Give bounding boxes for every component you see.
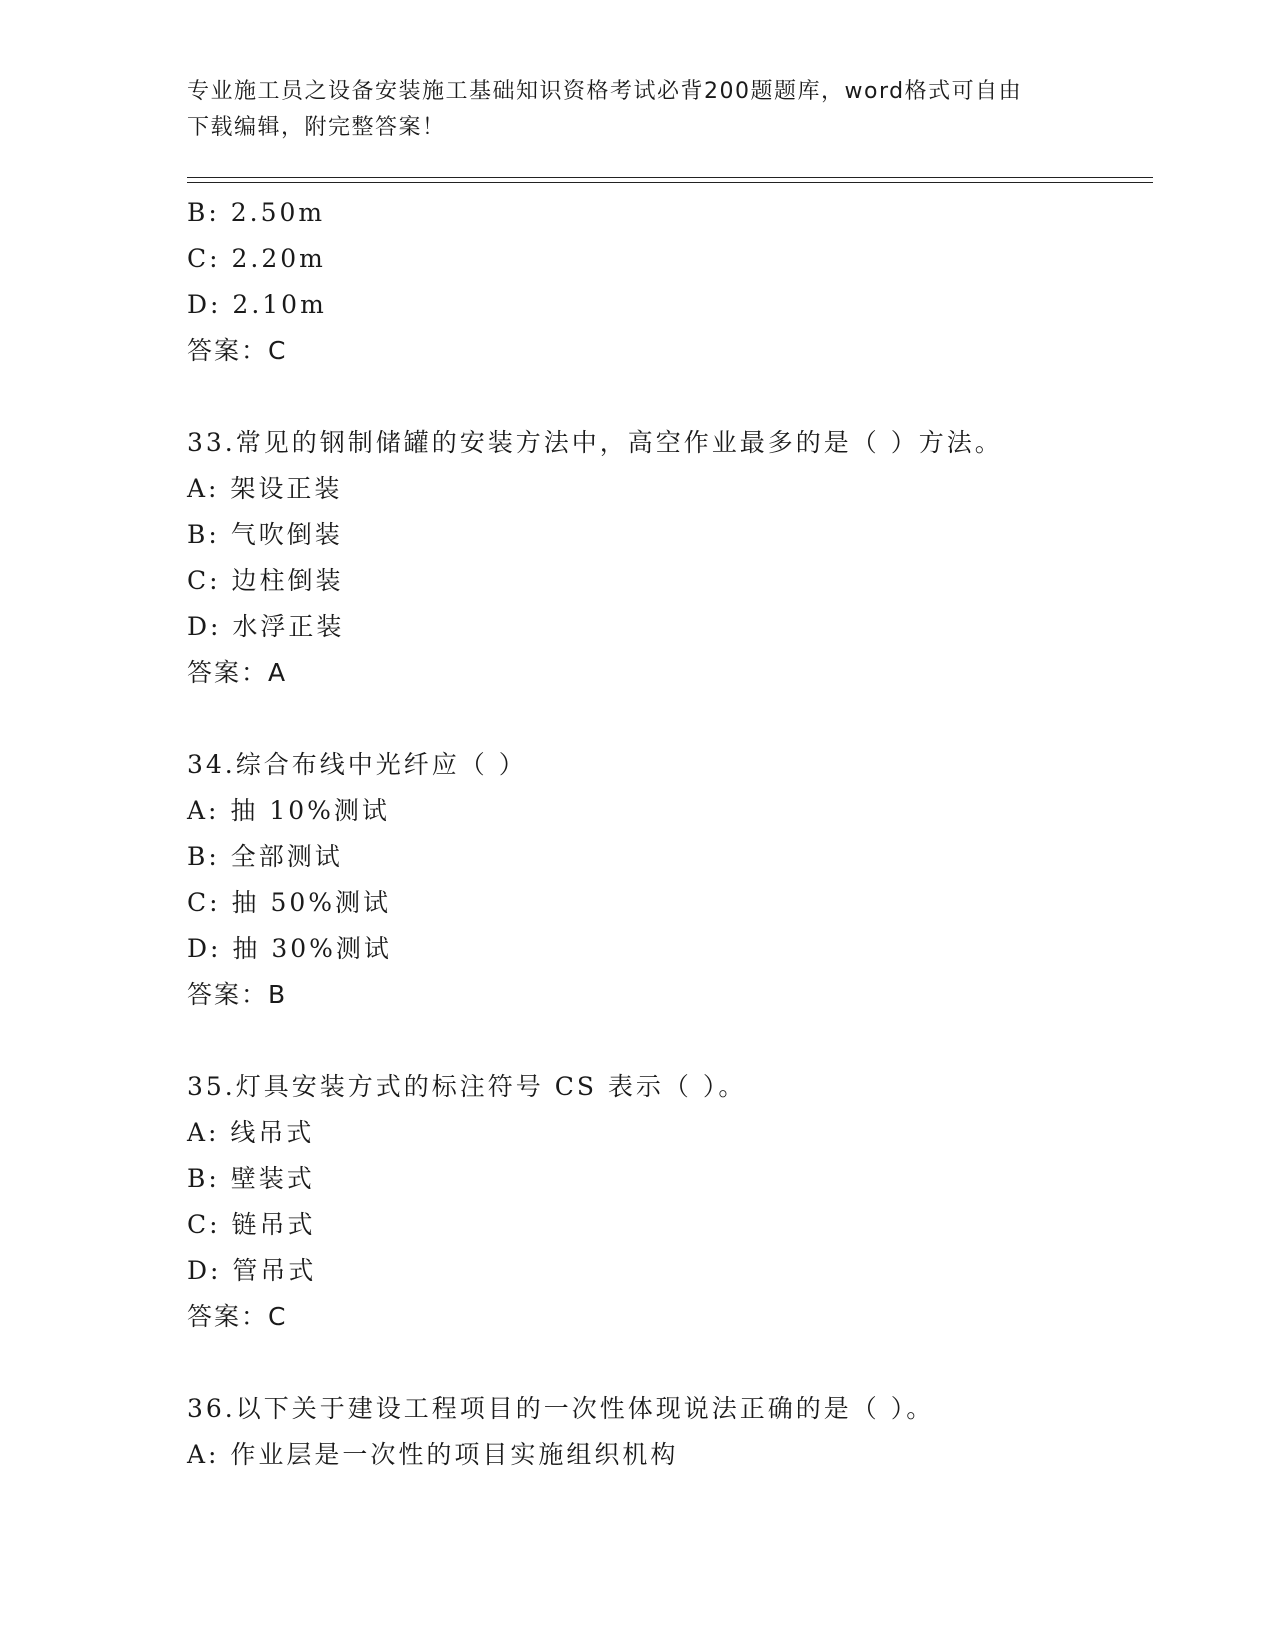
option-b: B: 气吹倒装 [187,520,343,549]
answer-line: 答案：A [187,658,288,687]
header-rule-bottom [187,182,1153,183]
option-a: A: 架设正装 [187,474,343,503]
option-d: D: 2.10m [187,290,327,319]
spacer [187,696,1153,742]
option-c: C: 边柱倒装 [187,566,344,595]
option-a: A: 抽 10%测试 [187,796,390,825]
question-block-35 [187,1064,1153,1340]
document-header [187,74,1067,146]
option-d: D: 抽 30%测试 [187,934,392,963]
option-a: A: 线吊式 [187,1118,315,1147]
question-stem: 33.常见的钢制储罐的安装方法中，高空作业最多的是（ ）方法。 [187,428,1003,457]
question-block-32 [187,190,1153,374]
option-d: D: 水浮正装 [187,612,345,641]
answer-line: 答案：C [187,1302,288,1331]
option-c: C: 链吊式 [187,1210,316,1239]
answer-line: 答案：C [187,336,288,365]
spacer [187,1018,1153,1064]
question-block-33 [187,420,1153,696]
option-d: D: 管吊式 [187,1256,317,1285]
question-stem: 36.以下关于建设工程项目的一次性体现说法正确的是（ ）。 [187,1394,935,1423]
spacer [187,1340,1153,1386]
option-b: B: 全部测试 [187,842,343,871]
question-stem: 34.综合布线中光纤应（ ） [187,750,527,779]
header-rule-top [187,177,1153,178]
option-c: C: 抽 50%测试 [187,888,392,917]
option-c: C: 2.20m [187,244,326,273]
question-list [187,190,1153,1478]
spacer [187,374,1153,420]
header-line-1: 专业施工员之设备安装施工基础知识资格考试必背200题题库，word格式可自由 [187,79,1023,104]
option-b: B: 壁装式 [187,1164,315,1193]
answer-line: 答案：B [187,980,288,1009]
question-block-34 [187,742,1153,1018]
header-line-2: 下载编辑，附完整答案！ [187,115,446,140]
option-b: B: 2.50m [187,198,326,227]
question-block-36 [187,1386,1153,1478]
option-a: A: 作业层是一次性的项目实施组织机构 [187,1440,679,1469]
question-stem: 35.灯具安装方式的标注符号 CS 表示（ ）。 [187,1072,747,1101]
